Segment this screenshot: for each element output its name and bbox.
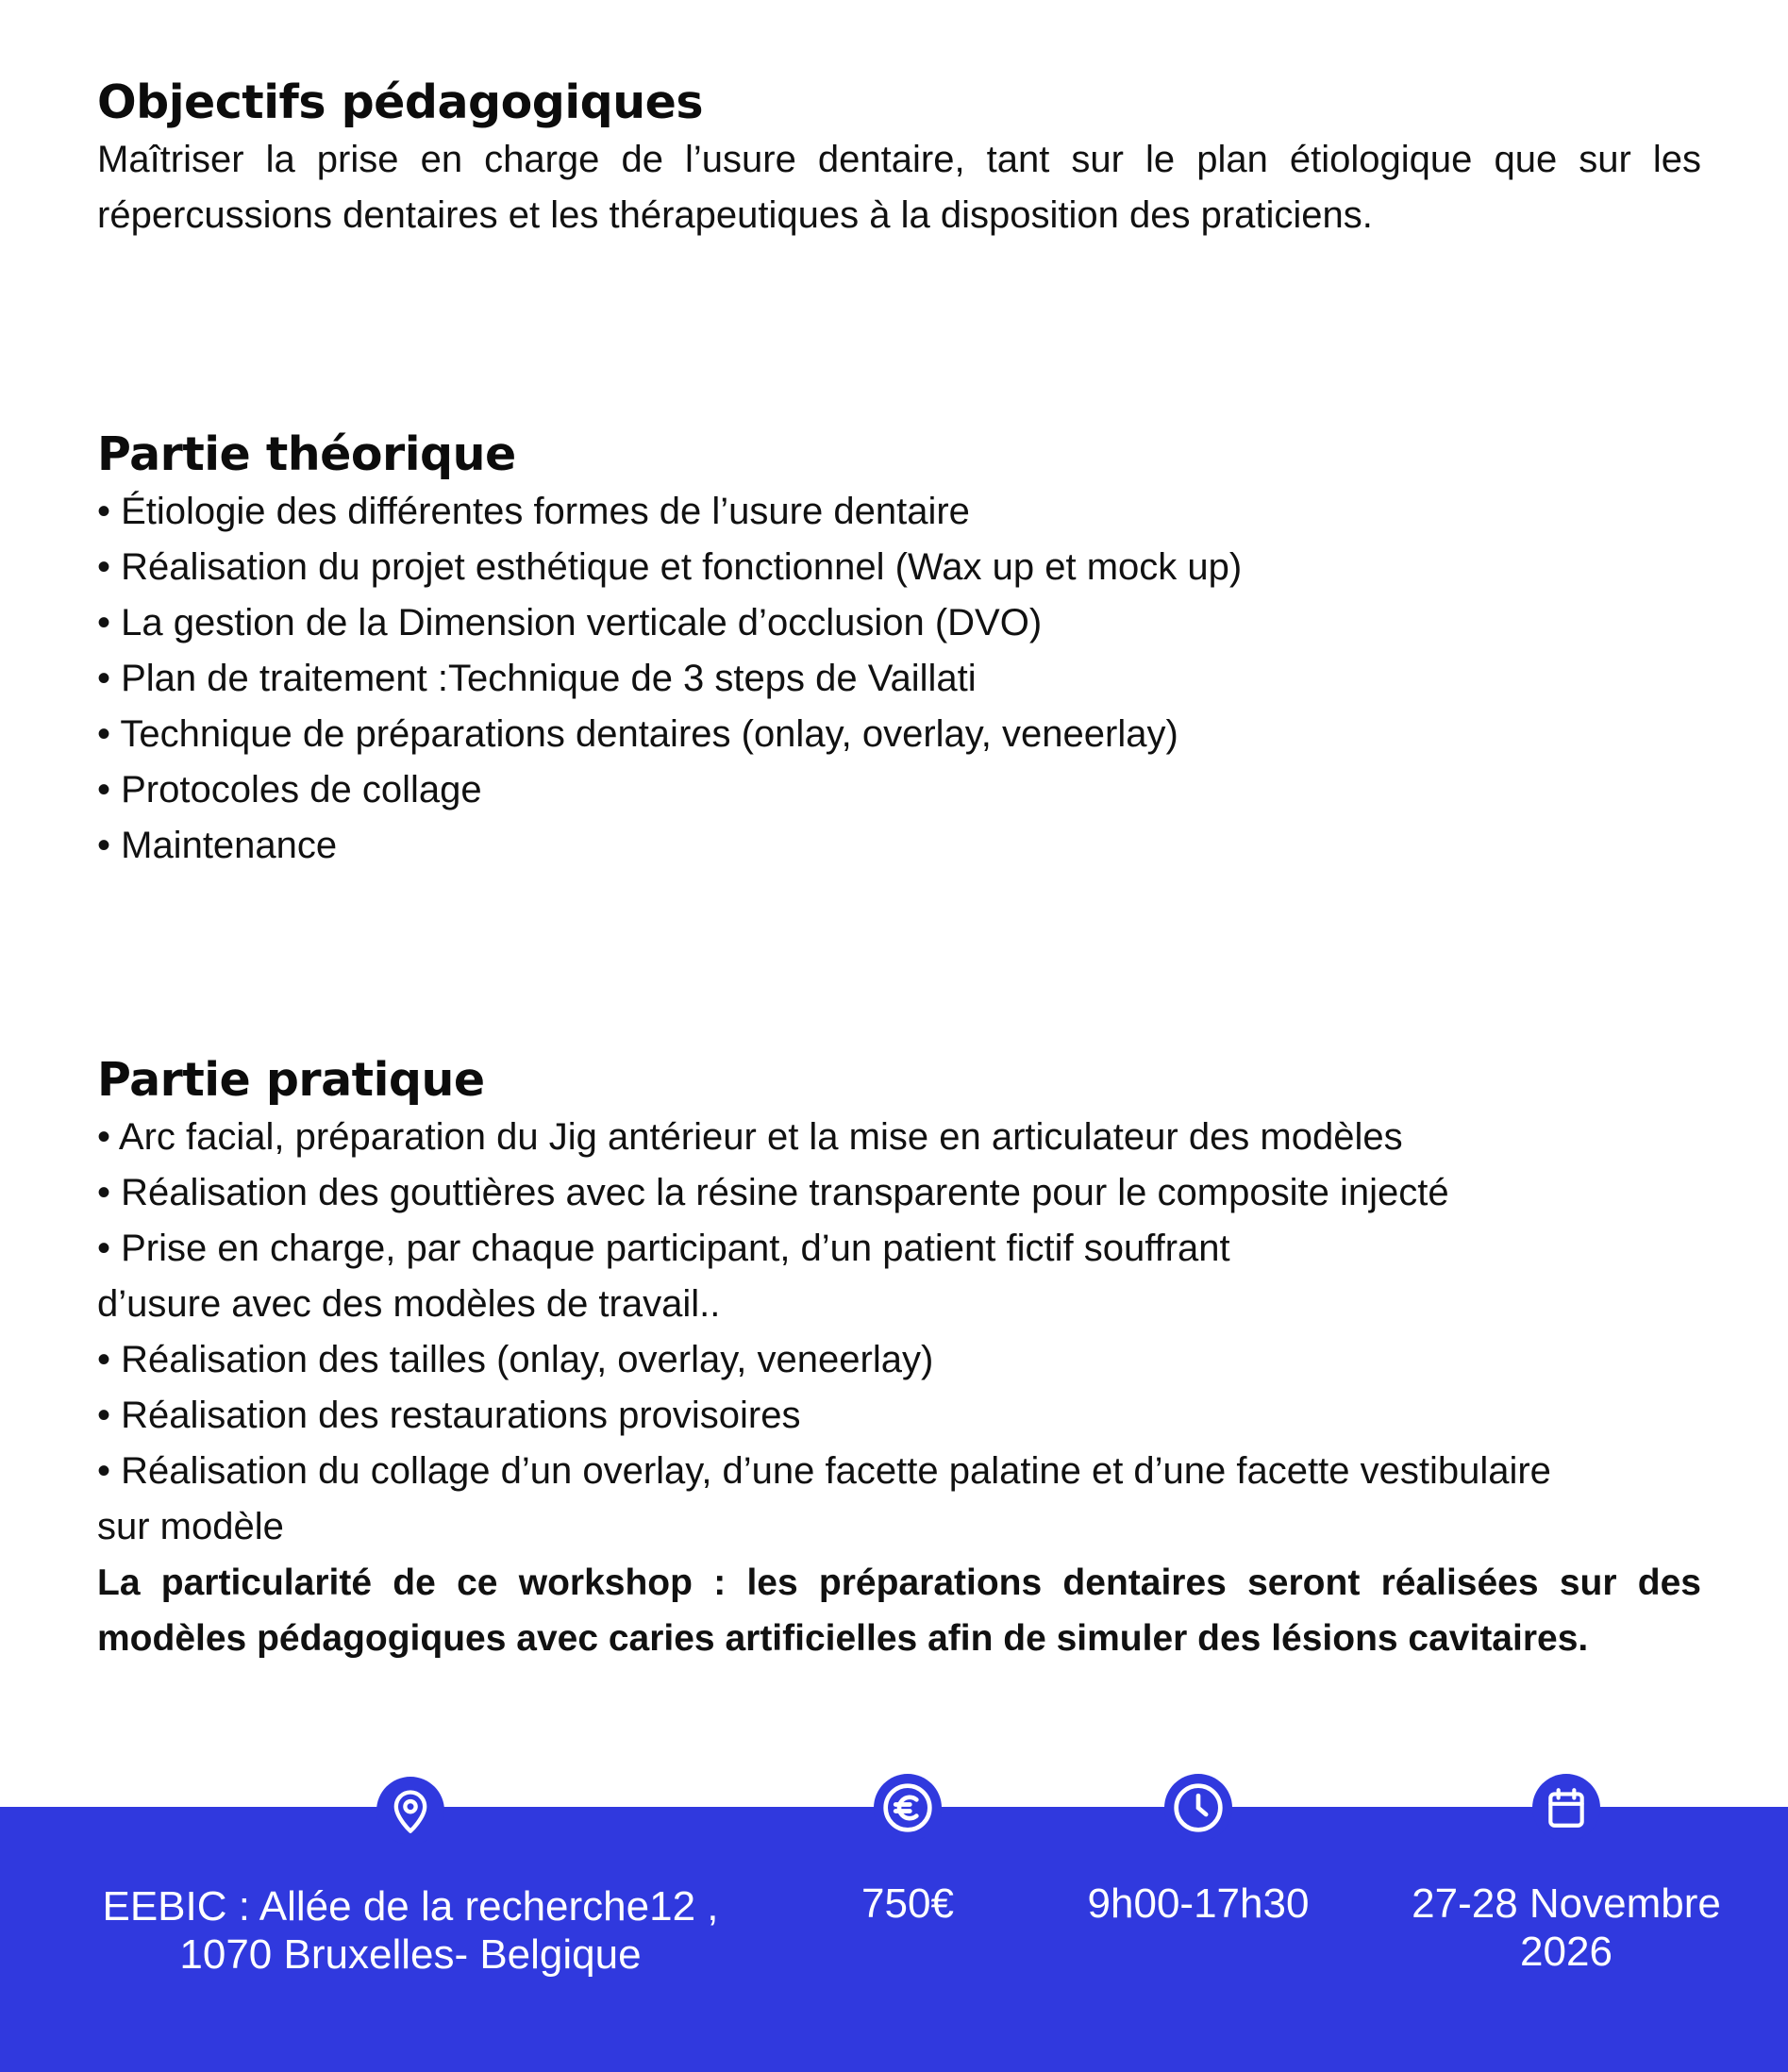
location-pin-icon [376, 1777, 444, 1845]
list-item: • Réalisation du collage d’un overlay, d’une facette palatine et d’une facette vestibulaire [97, 1450, 1551, 1492]
list-item: • Arc facial, préparation du Jig antérieur et la mise en articulateur des modèles [97, 1116, 1403, 1158]
section-title-objectifs: Objectifs pédagogiques [97, 75, 703, 129]
euro-icon [874, 1774, 942, 1842]
list-item: • Technique de préparations dentaires (onlay, overlay, veneerlay) [97, 713, 1178, 755]
info-date [1387, 1774, 1746, 1976]
section-title-pratique: Partie pratique [97, 1053, 485, 1107]
section-objectifs [97, 74, 1701, 243]
list-item: • Réalisation des gouttières avec la résine transparente pour le composite injecté [97, 1172, 1449, 1213]
calendar-icon [1532, 1774, 1600, 1842]
clock-icon [1164, 1774, 1232, 1842]
list-item: • La gestion de la Dimension verticale d’occlusion (DVO) [97, 602, 1043, 643]
list-item: • Réalisation du projet esthétique et fonctionnel (Wax up et mock up) [97, 546, 1243, 588]
section-theorique [97, 426, 1701, 874]
list-item: • Plan de traitement :Technique de 3 steps de Vaillati [97, 658, 977, 699]
list-item: • Réalisation des restaurations provisoires [97, 1395, 801, 1436]
address-text: EEBIC : Allée de la recherche12 , 1070 Bruxelles- Belgique [102, 1883, 719, 1978]
info-address [57, 1777, 764, 1979]
list-item: d’usure avec des modèles de travail.. [97, 1283, 721, 1325]
workshop-note: La particularité de ce workshop : les préparations dentaires seront réalisées sur des modèles pédagogiques avec caries artificielles afin de simuler des lésions cavitaires. [97, 1562, 1701, 1659]
list-item: • Étiologie des différentes formes de l’usure dentaire [97, 491, 970, 532]
objectifs-text: Maîtriser la prise en charge de l’usure dentaire, tant sur le plan étiologique que sur les répercussions dentaires et les thérapeutiques à la disposition des praticiens. [97, 139, 1701, 236]
section-pratique [97, 1051, 1701, 1666]
info-hours [1066, 1774, 1330, 1928]
main-content [97, 74, 1701, 1666]
hours-text: 9h00-17h30 [1087, 1880, 1310, 1927]
list-item: • Maintenance [97, 825, 338, 866]
date-text: 27-28 Novembre 2026 [1412, 1880, 1721, 1975]
price-text: 750€ [861, 1880, 954, 1927]
pratique-list [97, 1110, 1701, 1555]
list-item: • Prise en charge, par chaque participant, d’un patient fictif souffrant [97, 1228, 1230, 1269]
list-item: • Réalisation des tailles (onlay, overlay, veneerlay) [97, 1339, 934, 1380]
theorique-list [97, 484, 1701, 874]
section-title-theorique: Partie théorique [97, 427, 516, 481]
info-price [813, 1774, 1002, 1928]
list-item: sur modèle [97, 1506, 284, 1547]
list-item: • Protocoles de collage [97, 769, 482, 810]
